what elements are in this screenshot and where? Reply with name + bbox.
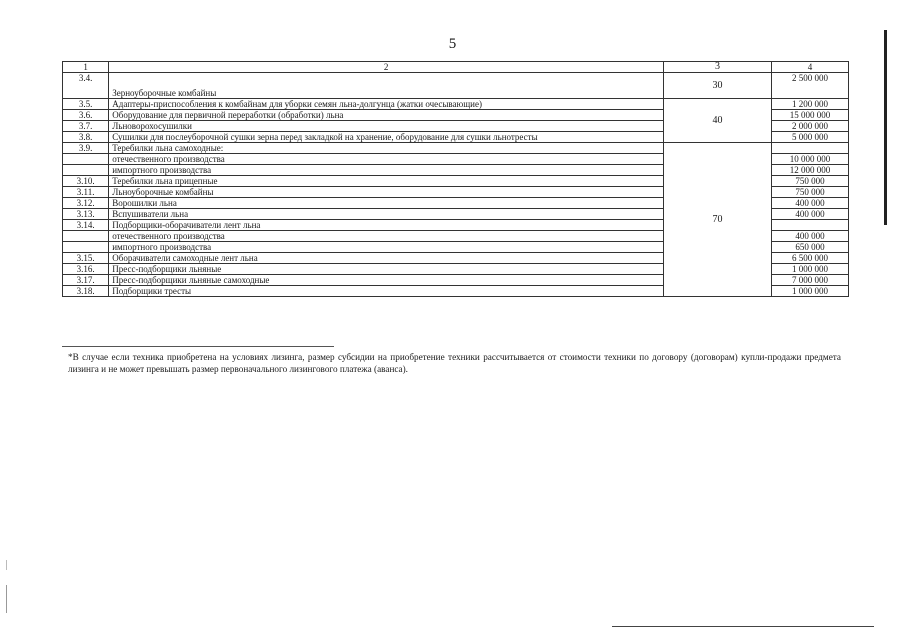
table-header-row: [63, 62, 849, 73]
row-number: 3.10.: [63, 176, 109, 187]
header-col-3: 3: [664, 62, 772, 73]
footnote-separator: [62, 346, 334, 347]
row-number: 3.5.: [63, 99, 109, 110]
row-name: Теребилки льна самоходные:: [109, 143, 664, 154]
row-number: 3.4.: [63, 73, 109, 99]
row-name: Адаптеры-приспособления к комбайнам для уборки семян льна-долгунца (жатки очесывающие): [109, 99, 664, 110]
row-number: 3.12.: [63, 198, 109, 209]
row-price: 12 000 000: [771, 165, 848, 176]
scan-edge-line: [612, 626, 874, 627]
row-name: Теребилки льна прицепные: [109, 176, 664, 187]
table-row: [63, 73, 849, 99]
row-price: 5 000 000: [771, 132, 848, 143]
row-name: отечественного производства: [109, 231, 664, 242]
row-price: 2 500 000: [771, 73, 848, 99]
row-name: отечественного производства: [109, 154, 664, 165]
row-number: [63, 154, 109, 165]
subsidy-table: [62, 61, 849, 297]
row-price: 750 000: [771, 187, 848, 198]
row-name: Льноворохосушилки: [109, 121, 664, 132]
row-name: Вспушиватели льна: [109, 209, 664, 220]
row-price: 750 000: [771, 176, 848, 187]
row-number: 3.7.: [63, 121, 109, 132]
row-name: Ворошилки льна: [109, 198, 664, 209]
row-number: [63, 231, 109, 242]
row-name: Подборщики тресты: [109, 286, 664, 297]
row-price: 7 000 000: [771, 275, 848, 286]
row-price: 1 000 000: [771, 264, 848, 275]
table-row: [63, 99, 849, 110]
row-number: 3.14.: [63, 220, 109, 231]
row-price: 1 000 000: [771, 286, 848, 297]
scan-artifact: [6, 560, 7, 570]
row-price: 10 000 000: [771, 154, 848, 165]
row-price: 6 500 000: [771, 253, 848, 264]
header-col-1: 1: [63, 62, 109, 73]
row-number: 3.11.: [63, 187, 109, 198]
row-number: 3.18.: [63, 286, 109, 297]
row-price: 650 000: [771, 242, 848, 253]
row-name: Оборачиватели самоходные лент льна: [109, 253, 664, 264]
row-number: 3.13.: [63, 209, 109, 220]
row-number: [63, 165, 109, 176]
row-number: 3.17.: [63, 275, 109, 286]
row-price: 2 000 000: [771, 121, 848, 132]
row-percent: 70: [664, 143, 772, 297]
row-name: Пресс-подборщики льняные самоходные: [109, 275, 664, 286]
row-name: импортного производства: [109, 165, 664, 176]
table-row: [63, 143, 849, 154]
header-col-4: 4: [771, 62, 848, 73]
row-number: 3.9.: [63, 143, 109, 154]
row-price: 400 000: [771, 231, 848, 242]
page-number: 5: [448, 36, 457, 52]
row-name: Подборщики-оборачиватели лент льна: [109, 220, 664, 231]
scan-artifact: [6, 585, 7, 613]
row-name: импортного производства: [109, 242, 664, 253]
row-name: Оборудование для первичной переработки (обработки) льна: [109, 110, 664, 121]
row-name: Льноуборочные комбайны: [109, 187, 664, 198]
scan-edge-mark: [884, 30, 887, 225]
row-number: 3.6.: [63, 110, 109, 121]
row-price: 1 200 000: [771, 99, 848, 110]
row-number: [63, 242, 109, 253]
header-col-2: 2: [109, 62, 664, 73]
row-price: 15 000 000: [771, 110, 848, 121]
row-price: 400 000: [771, 198, 848, 209]
row-name: Зерноуборочные комбайны: [109, 73, 664, 99]
row-number: 3.8.: [63, 132, 109, 143]
row-name: Пресс-подборщики льняные: [109, 264, 664, 275]
row-name: Сушилки для послеуборочной сушки зерна перед закладкой на хранение, оборудование для сушки льнотресты: [109, 132, 664, 143]
row-number: 3.16.: [63, 264, 109, 275]
row-number: 3.15.: [63, 253, 109, 264]
row-price: [771, 220, 848, 231]
footnote: *В случае если техника приобретена на условиях лизинга, размер субсидии на приобретение техники рассчитывается от стоимости техники по договору (договорам) купли-продажи предмета лизинга и не может превышать размер первоначального лизингового платежа (аванса).: [68, 352, 841, 374]
row-percent: 40: [664, 99, 772, 143]
row-price: [771, 143, 848, 154]
row-percent: 30: [664, 73, 772, 99]
row-price: 400 000: [771, 209, 848, 220]
